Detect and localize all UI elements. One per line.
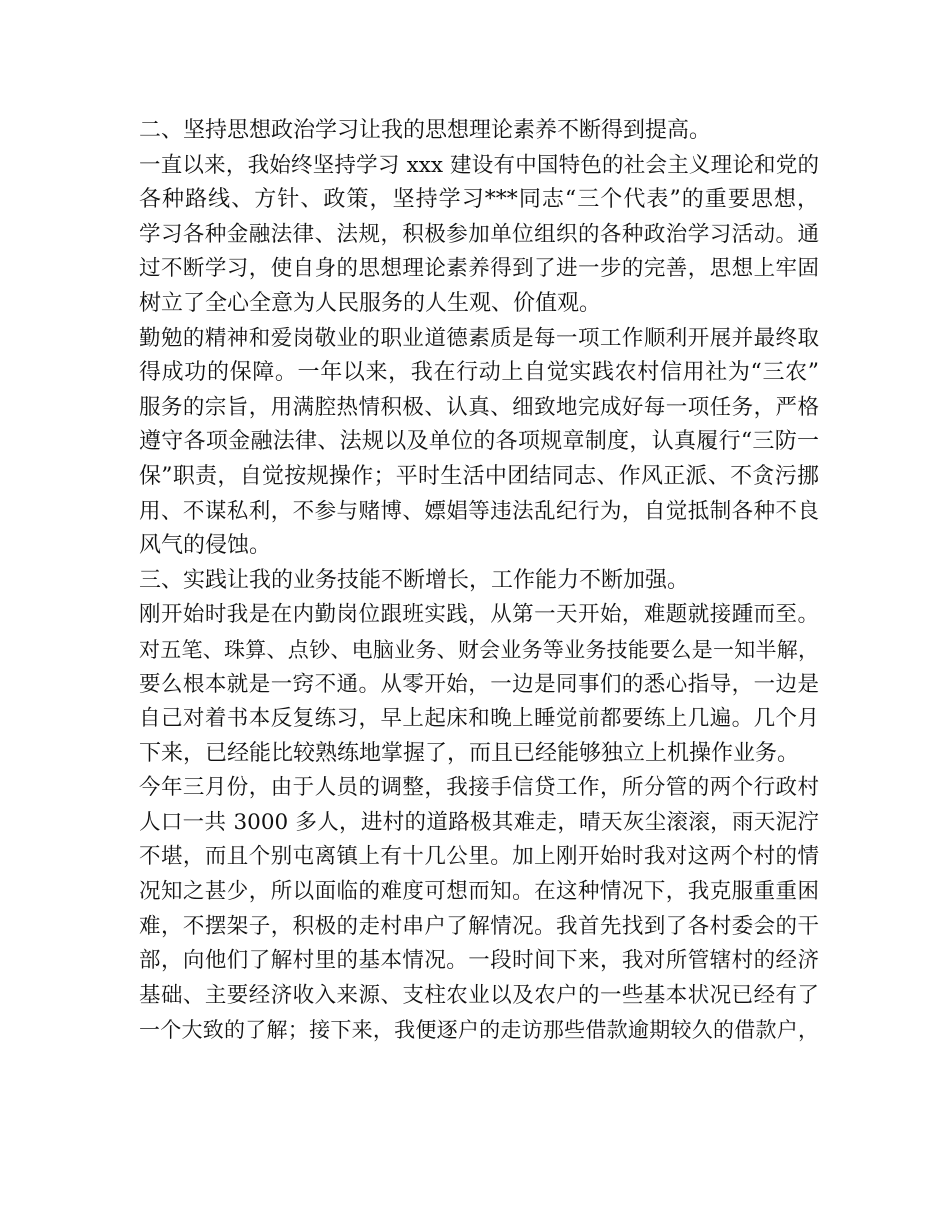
text-line: 树立了全心全意为人民服务的人生观、价值观。: [139, 290, 602, 316]
text-line: 服务的宗旨，用满腔热情积极、认真、细致地完成好每一项任务，严格: [139, 394, 819, 420]
text-line: 刚开始时我是在内勤岗位跟班实践，从第一天开始，难题就接踵而至。: [139, 602, 819, 628]
text-line: 自己对着书本反复练习，早上起床和晚上睡觉前都要练上几遍。几个月: [139, 706, 819, 732]
text-line: 一直以来，我始终坚持学习 xxx 建设有中国特色的社会主义理论和党的: [139, 152, 819, 178]
text-line: 况知之甚少，所以面临的难度可想而知。在这种情况下，我克服重重困: [139, 879, 819, 905]
text-line: 得成功的保障。一年以来，我在行动上自觉实践农村信用社为“三农”: [139, 360, 819, 386]
text-line: 难，不摆架子，积极的走村串户了解情况。我首先找到了各村委会的干: [139, 913, 819, 939]
text-line: 勤勉的精神和爱岗敬业的职业道德素质是每一项工作顺利开展并最终取: [139, 325, 819, 351]
text-line: 风气的侵蚀。: [139, 533, 272, 559]
text-line: 一个大致的了解；接下来，我便逐户的走访那些借款逾期较久的借款户，: [139, 1018, 819, 1043]
text-line: 基础、主要经济收入来源、支柱农业以及农户的一些基本状况已经有了: [139, 982, 819, 1008]
text-line: 下来，已经能比较熟练地掌握了，而且已经能够独立上机操作业务。: [139, 740, 800, 766]
text-line: 保”职责，自觉按规操作；平时生活中团结同志、作风正派、不贪污挪: [139, 463, 819, 489]
text-line: 各种路线、方针、政策，坚持学习***同志“三个代表”的重要思想，: [139, 187, 819, 213]
text-line: 今年三月份，由于人员的调整，我接手信贷工作，所分管的两个行政村: [139, 775, 819, 801]
text-line: 对五笔、珠算、点钞、电脑业务、财会业务等业务技能要么是一知半解，: [139, 637, 819, 662]
text-line: 过不断学习，使自身的思想理论素养得到了进一步的完善，思想上牢固: [139, 256, 819, 282]
text-line: 遵守各项金融法律、法规以及单位的各项规章制度，认真履行“三防一: [139, 429, 819, 455]
text-line: 二、坚持思想政治学习让我的思想理论素养不断得到提高。: [139, 118, 712, 143]
document-body: [139, 114, 819, 1048]
text-line: 人口一共 3000 多人，进村的道路极其难走，晴天灰尘滚滚，雨天泥泞: [139, 809, 819, 835]
text-line: 用、不谋私利，不参与赌博、嫖娼等违法乱纪行为，自觉抵制各种不良: [139, 498, 819, 524]
text-line: 部，向他们了解村里的基本情况。一段时间下来，我对所管辖村的经济: [139, 948, 819, 974]
text-line: 不堪，而且个别屯离镇上有十几公里。加上刚开始时我对这两个村的情: [139, 844, 819, 870]
text-line: 学习各种金融法律、法规，积极参加单位组织的各种政治学习活动。通: [139, 221, 819, 247]
text-line: 要么根本就是一窍不通。从零开始，一边是同事们的悉心指导，一边是: [139, 671, 819, 697]
text-line: 三、实践让我的业务技能不断增长，工作能力不断加强。: [139, 567, 690, 593]
